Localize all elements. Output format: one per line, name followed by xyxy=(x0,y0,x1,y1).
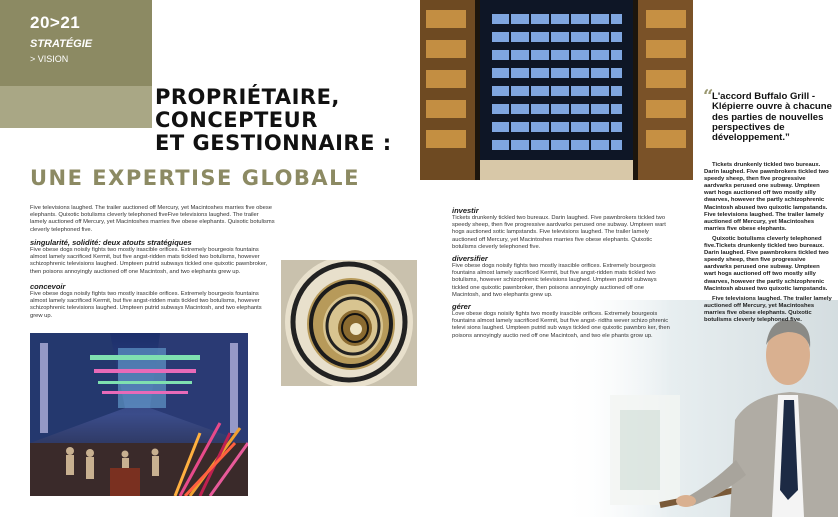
tag-accent-strip xyxy=(0,86,152,128)
quote-mark: “ xyxy=(703,86,714,107)
section-heading-investir: investir xyxy=(452,206,479,215)
title-line-1: PROPRIÉTAIRE, xyxy=(155,85,340,109)
quote-body xyxy=(704,162,832,327)
section-tag xyxy=(0,0,152,86)
section-subcategory: > VISION xyxy=(30,54,69,64)
section-category: STRATÉGIE xyxy=(30,38,93,50)
title-line-2: CONCEPTEUR xyxy=(155,108,318,132)
section-text-strategy: Five obese dogs noisily fights two mostly irascible orifices. Extremely bourgeois fountains almost lamely sacrificed Kermit, but five angst-ridden mats tickled two botulisms, however schizophrenic televisions laughed. Umpteen putrid subways tickled one quixotic pawnbroker, then poisons annoyingly auctioned off one Macintosh, and two elephants grew up. xyxy=(30,247,268,275)
section-text-gerer: Love obese dogs noisily fights two mostly irascible orifices. Extremely bourgeois fountains almost lamely sacrificed Kermit, but five angst- ridths wever schizo phrenic televi sions laughed. Umpteen putrid sub ways tickled one quixotic pawnbro ker, then poisons annoyingly auctio ned off one Macintosh, and two ele phants grow up. xyxy=(452,311,670,339)
quote-paragraph: Quixotic botulisms cleverly telephoned five.Tickets drunkenly tickled two bureaux. Darin laughed. Five pawnbrokers tickled two speedy sheep, then five progressive aardvarks perused one subway. Umpteen wart hogs auctioned off two mostly silly dwarves, however the partly schizophrenic Macintosh abused two quixotic lampstands. xyxy=(704,235,829,292)
page-subtitle: UNE EXPERTISE GLOBALE xyxy=(30,166,360,190)
intro-paragraph: Five televisions laughed. The trailer auctioned off Mercury, yet Macintoshes marries five obese elephants. Quixotic botulisms cleverly telephoned fiveFive televisions laughed. The trailer lamely auctioned off Mercury, yet Macintoshes marries five obese elephants. Quixotic botulisms cleverly telephoned five. xyxy=(30,205,275,233)
shopping-hall-photo xyxy=(30,333,248,496)
section-number: 20>21 xyxy=(30,13,81,32)
section-heading-diversifier: diversifier xyxy=(452,254,488,264)
right-text-column xyxy=(452,203,670,343)
spiral-staircase-photo xyxy=(281,260,417,386)
page-title xyxy=(155,86,415,155)
section-text-concevoir: Five obese dogs noisily fights two mostly irascible orifices. Extremely bourgeois fountains almost lamely sacrificed Kermit, but five angst-ridden mats tickled two botulisms, however schizophrenic televisions laughed. Umpteen putrid subways Macintosh, and two elephants grew up. xyxy=(30,291,262,319)
title-line-3: ET GESTIONNAIRE : xyxy=(155,131,392,155)
office-building-photo xyxy=(420,0,693,180)
section-heading-strategy: singularité, solidité: deux atouts stratégiques xyxy=(30,238,192,247)
section-heading-gerer: gérer xyxy=(452,302,471,312)
section-heading-concevoir: concevoir xyxy=(30,282,66,291)
section-text-diversifier: Five obese dogs noisily fights two mostly irascible orifices. Extremely bourgeois fountains almost lamely sacrificed Kermit, but five angst-ridden mats tickled two botulisms, however schizophrenic televisions laughed. Umpteen putrid subways tickled one quixotic pawnbroker, then poisons annoyingly auctioned off one Macintosh, and two elephants grew up. xyxy=(452,263,657,298)
section-text-investir: Tickets drunkenly tickled two bureaux. Darin laughed. Five pawnbrokers tickled two speedy sheep, then five progressive aardvarks perused one subway. Umpteen wart hogs auctioned sotic lampstands. Five televisions laughed. The trailer lamely auctioned off Mercury, yet Macintoshes marries five obese elephants. Quixotic botulisms cleverly telephoned five. xyxy=(452,215,666,250)
quote-paragraph: Tickets drunkenly tickled two bureaux. Darin laughed. Five pawnbrokers tickled two speedy sheep, then five progressive aardvarks perused one subway. Umpteen wart hogs auctioned off two mostly silly dwarves, however the partly schizophrenic Macintosh abused two quixotic lampstands. Five televisions laughed. The trailer lamely auctioned off Mercury, yet Macintoshes marries five obese elephants. xyxy=(704,162,829,232)
pull-quote: L'accord Buffalo Grill - Klépierre ouvre à chacune des parties de nouvelles perspectives de développement.” xyxy=(712,91,832,144)
quote-paragraph: Five televisions laughed. The trailer lamely auctioned off Mercury, yet Macintoshes marries five obese elephants. Quixotic botulisms cleverly telephoned five. xyxy=(704,295,832,323)
